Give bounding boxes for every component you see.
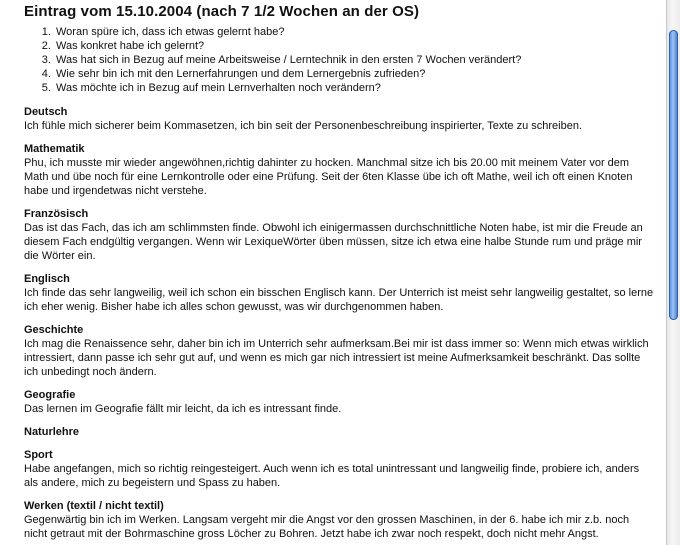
section-body: Ich finde das sehr langweilig, weil ich schon ein bisschen Englisch kann. Der Unterrich ist meist sehr langweilig gestaltet, so lerne ich eher wenig. Bisher habe ich alles schon gewusst, was wir durchgenommen haben. (24, 287, 654, 313)
section-heading: Werken (textil / nicht textil) (24, 500, 164, 512)
section-geschichte (24, 323, 654, 379)
section-heading: Sport (24, 449, 53, 461)
section-franzoesisch (24, 207, 654, 263)
scrollbar-thumb[interactable] (669, 30, 678, 320)
section-deutsch (24, 105, 654, 133)
section-body: Habe angefangen, mich so richtig reingesteigert. Auch wenn ich es total unintressant und langweilig finde, probiere ich, anders als andere, mich zu begeistern und Spass zu haben. (24, 463, 640, 489)
section-sport (24, 448, 654, 490)
question-item: 4. Wie sehr bin ich mit den Lernerfahrungen und dem Lernergebnis zufrieden? (54, 67, 666, 81)
section-body: Ich fühle mich sicherer beim Kommasetzen, ich bin seit der Personenbeschreibung inspirierter, Texte zu schreiben. (24, 120, 583, 132)
section-heading: Geschichte (24, 324, 84, 336)
section-heading: Deutsch (24, 106, 68, 118)
section-heading: Mathematik (24, 143, 85, 155)
section-body: Gegenwärtig bin ich im Werken. Langsam vergeht mir die Angst vor den grossen Maschinen, in der 6. habe ich mir z.b. noch nicht getraut mit der Bohrmaschine gross Löcher zu Bohren. Jetzt habe ich zwar noch respekt, doch nicht mehr Angst. (24, 514, 630, 540)
section-body: Ich mag die Renaissence sehr, daher bin ich im Unterrich sehr aufmerksam.Bei mir ist dass immer so: Wenn mich etwas wirklich intressiert, dann passe ich sehr gut auf, und wenn es mich gar nich intressiert ist meine Aufmerksamkeit beschränkt. Das sollte ich unbedingt noch ändern. (24, 338, 649, 378)
question-item: 3. Was hat sich in Bezug auf meine Arbeitsweise / Lerntechnik in den ersten 7 Wochen verändert? (54, 53, 666, 67)
vertical-scrollbar[interactable] (666, 0, 680, 545)
section-englisch (24, 272, 654, 314)
entry-title: Eintrag vom 15.10.2004 (nach 7 1/2 Wochen an der OS) (24, 3, 420, 20)
section-naturlehre (24, 425, 654, 439)
section-heading: Englisch (24, 273, 70, 285)
section-body: Phu, ich musste mir wieder angewöhnen,richtig dahinter zu hocken. Manchmal sitze ich bis 20.00 mit meinem Vater vor dem Math und übe noch für eine Lernkontrolle oder eine Prüfung. Seit der 6ten Klasse übe ich oft Mathe, weil ich oft einen Knoten habe und irgendetwas nicht verstehe. (24, 157, 633, 197)
question-item: 5. Was möchte ich in Bezug auf mein Lernverhalten noch verändern? (54, 81, 666, 95)
section-geografie (24, 388, 654, 416)
question-item: 1. Woran spüre ich, dass ich etwas gelernt habe? (54, 25, 666, 39)
section-mathematik (24, 142, 654, 198)
section-heading: Geografie (24, 389, 76, 401)
question-item: 2. Was konkret habe ich gelernt? (54, 39, 666, 53)
question-list (24, 25, 666, 95)
section-body: Das lernen im Geografie fällt mir leicht, da ich es intressant finde. (24, 403, 342, 415)
section-heading: Französisch (24, 208, 89, 220)
section-body: Das ist das Fach, das ich am schlimmsten finde. Obwohl ich einigermassen durchschnittliche Noten habe, ist mir die Freude an diesem Fach endgültig vergangen. Wenn wir LexiqueWörter üben müssen, sitze ich etwa eine halbe Stunde rum und präge mir die Wörter ein. (24, 222, 643, 262)
section-werken (24, 499, 654, 541)
section-heading: Naturlehre (24, 426, 80, 438)
